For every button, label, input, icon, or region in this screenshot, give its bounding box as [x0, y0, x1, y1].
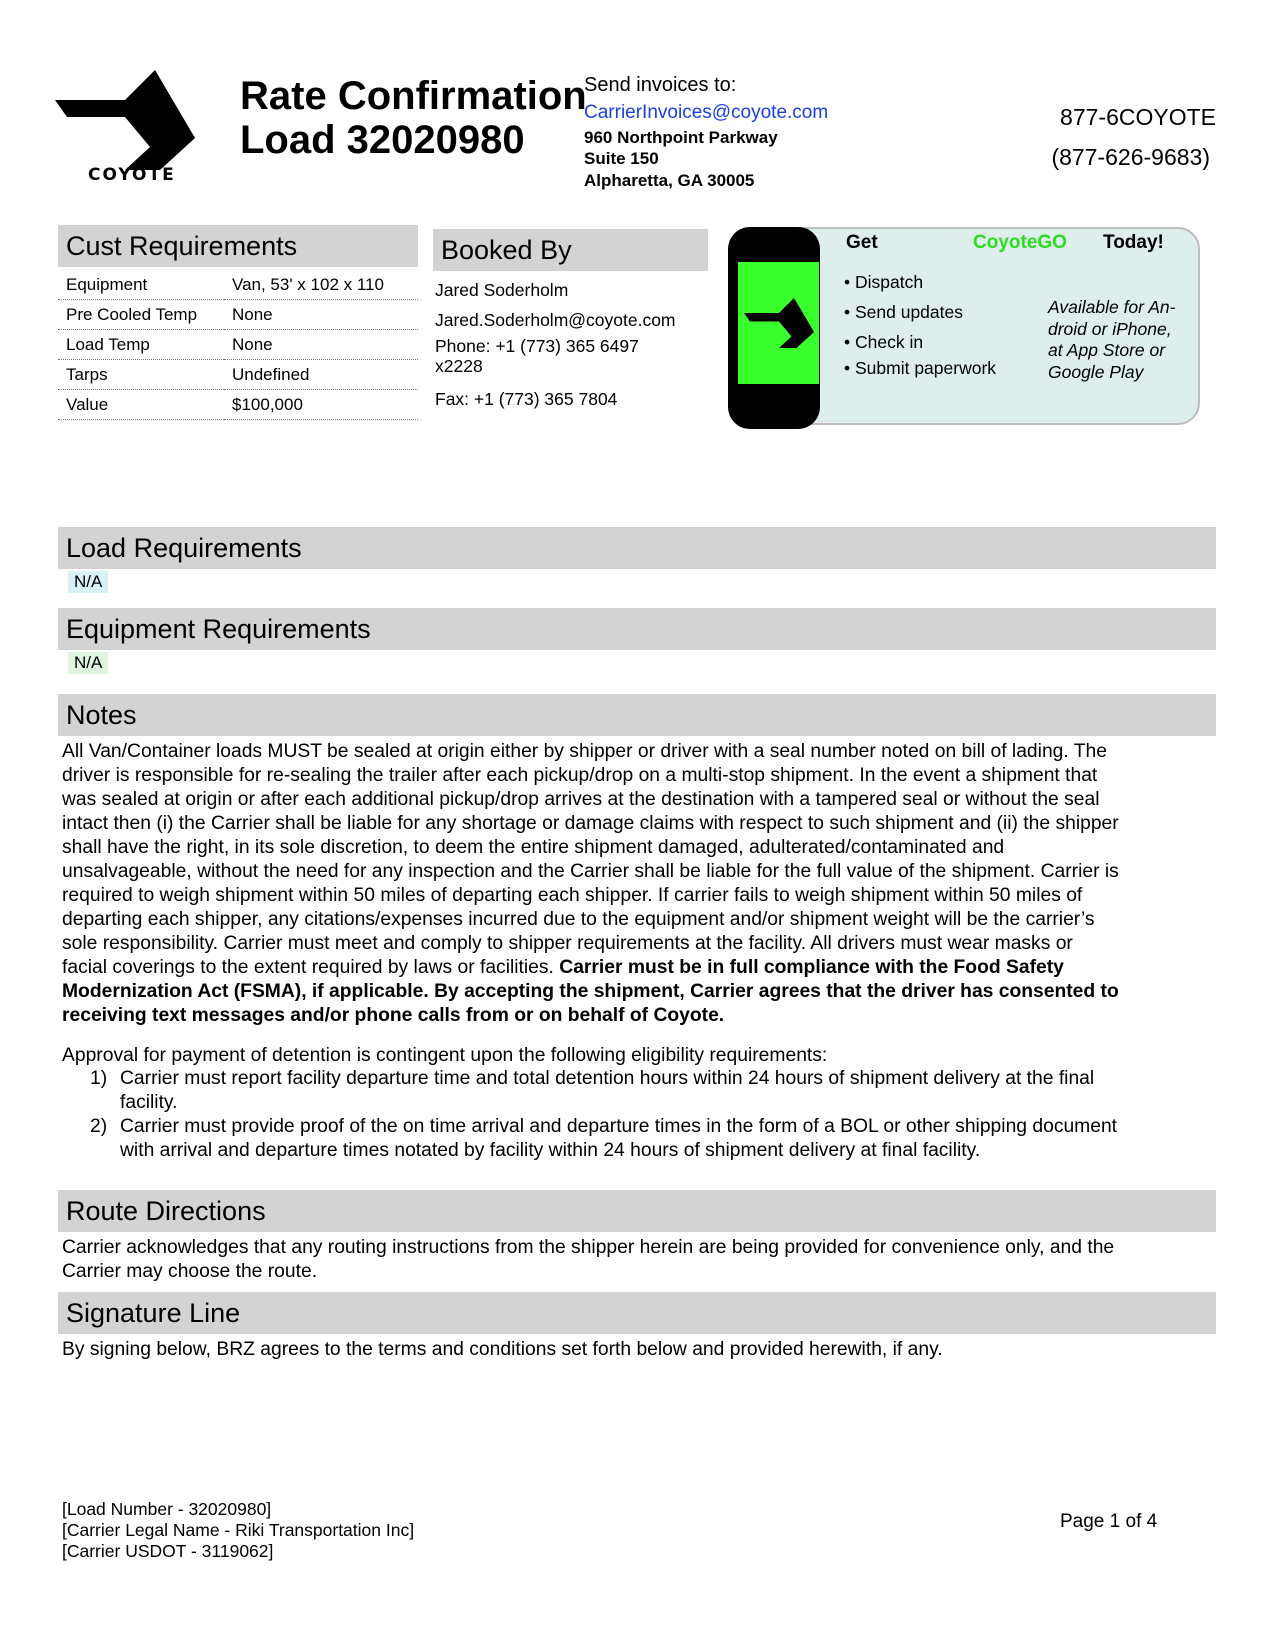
- route-directions-body: [62, 1236, 1218, 1284]
- promo-feature-item: • Check in: [844, 332, 924, 352]
- notes-line: unsalvageable, without the need for any inspection and the Carrier shall be liable for the full value of the shipment. Carrier is: [62, 861, 1119, 882]
- promo-brand-label: CoyoteGO: [973, 232, 1067, 253]
- row-value: None: [224, 300, 418, 330]
- notes-line: All Van/Container loads MUST be sealed at origin either by shipper or driver with a seal number noted on bill of lading. The: [62, 741, 1107, 762]
- detention-item-number: 2): [90, 1116, 108, 1137]
- footer-carrier-usdot: [Carrier USDOT - 3119062]: [62, 1541, 274, 1561]
- footer-load-number: [Load Number - 32020980]: [62, 1499, 272, 1519]
- detention-item-number: 1): [90, 1068, 108, 1089]
- row-label: Tarps: [58, 360, 224, 390]
- route-directions-header: Route Directions: [58, 1190, 1216, 1232]
- promo-feature-item: • Submit paperwork: [844, 358, 997, 378]
- booked-by-extension: x2228: [435, 356, 483, 376]
- invoice-address-line: Suite 150: [584, 149, 659, 168]
- notes-bold-line: Modernization Act (FSMA), if applicable. By accepting the shipment, Carrier agrees that the driver has consented to: [62, 981, 1119, 1002]
- row-value: $100,000: [224, 390, 418, 420]
- row-label: Value: [58, 390, 224, 420]
- logo-wordmark: COYOTE: [88, 165, 176, 185]
- promo-feature-item: • Dispatch: [844, 272, 924, 292]
- notes-line: intact then (i) the Carrier shall be liable for any shortage or damage claims with respect to such shipment and (ii) the shipper: [62, 813, 1119, 834]
- detention-item-text: Carrier must provide proof of the on time arrival and departure times in the form of a BOL or other shipping document: [120, 1116, 1118, 1137]
- notes-text: facial coverings to the extent required by laws or facilities.: [62, 957, 560, 978]
- promo-availability-text: [1048, 297, 1198, 383]
- availability-line: droid or iPhone,: [1048, 318, 1172, 339]
- notes-body: [62, 740, 1218, 1028]
- notes-bold-line: receiving text messages and/or phone calls from or on behalf of Coyote.: [62, 1005, 725, 1026]
- row-value: None: [224, 330, 418, 360]
- notes-line: departing each shipper, any citations/expenses incurred due to the equipment and/or shipment weight will be the carrier’s: [62, 909, 1095, 930]
- notes-line: shall have the right, in its sole discretion, to deem the entire shipment damaged, adulterated/contaminated and: [62, 837, 1005, 858]
- detention-item: [90, 1067, 1190, 1115]
- contact-phone-vanity: 877-6COYOTE: [1060, 104, 1216, 130]
- load-requirements-header: Load Requirements: [58, 527, 1216, 569]
- load-number-title: Load 32020980: [240, 118, 525, 162]
- invoice-label: Send invoices to:: [584, 74, 737, 96]
- route-line: Carrier may choose the route.: [62, 1261, 318, 1282]
- footer-carrier-name: [Carrier Legal Name - Riki Transportation Inc]: [62, 1520, 415, 1540]
- load-requirements-value: N/A: [68, 571, 108, 593]
- route-line: Carrier acknowledges that any routing instructions from the shipper herein are being provided for convenience only, and the: [62, 1237, 1115, 1258]
- row-label: Equipment: [58, 270, 224, 300]
- cust-requirements-table: [58, 270, 418, 420]
- equipment-requirements-value: N/A: [68, 652, 108, 674]
- row-value: Undefined: [224, 360, 418, 390]
- notes-line: required to weigh shipment within 50 miles of departing each shipper. If carrier fails to weigh shipment within 50 miles of: [62, 885, 1083, 906]
- invoice-address-line: 960 Northpoint Parkway: [584, 128, 778, 147]
- table-row: [58, 330, 418, 360]
- notes-line: driver is responsible for re-sealing the trailer after each pickup/drop on a multi-stop shipment. In the event a shipment that: [62, 765, 1098, 786]
- page-number: Page 1 of 4: [1060, 1511, 1158, 1532]
- signature-text: By signing below, BRZ agrees to the terms and conditions set forth below and provided herewith, if any.: [62, 1339, 943, 1360]
- table-row: [58, 390, 418, 420]
- table-row: [58, 300, 418, 330]
- promo-get-label: Get: [846, 232, 878, 253]
- availability-line: Available for An-: [1048, 297, 1176, 317]
- notes-line: [62, 956, 1218, 980]
- notes-header: Notes: [58, 694, 1216, 736]
- detention-item: [90, 1115, 1190, 1163]
- detention-item-text: Carrier must report facility departure time and total detention hours within 24 hours of shipment delivery at the final: [120, 1068, 1095, 1089]
- invoice-email-link[interactable]: CarrierInvoices@coyote.com: [584, 102, 829, 123]
- contact-phone-number: (877-626-9683): [1051, 144, 1210, 170]
- booked-by-name: Jared Soderholm: [435, 280, 569, 300]
- booked-by-phone: Phone: +1 (773) 365 6497: [435, 336, 639, 356]
- detention-item-text: with arrival and departure times notated by facility within 24 hours of shipment delivery at final facility.: [120, 1140, 981, 1161]
- equipment-requirements-header: Equipment Requirements: [58, 608, 1216, 650]
- cust-requirements-header: Cust Requirements: [58, 225, 418, 267]
- row-label: Load Temp: [58, 330, 224, 360]
- coyote-arrow-icon: [744, 298, 814, 348]
- invoice-address-line: Alpharetta, GA 30005: [584, 171, 755, 190]
- booked-by-header: Booked By: [433, 229, 708, 271]
- signature-line-header: Signature Line: [58, 1292, 1216, 1334]
- detention-item-text: facility.: [120, 1092, 178, 1113]
- notes-line: sole responsibility. Carrier must meet and comply to shipper requirements at the facility. All drivers must wear masks or: [62, 933, 1073, 954]
- availability-line: at App Store or: [1048, 340, 1166, 360]
- booked-by-email: Jared.Soderholm@coyote.com: [435, 310, 676, 330]
- booked-by-fax: Fax: +1 (773) 365 7804: [435, 389, 618, 409]
- table-row: [58, 360, 418, 390]
- row-value: Van, 53' x 102 x 110: [224, 270, 418, 300]
- promo-feature-item: • Send updates: [844, 302, 963, 322]
- row-label: Pre Cooled Temp: [58, 300, 224, 330]
- notes-bold-text: Carrier must be in full compliance with the Food Safety: [559, 957, 1064, 978]
- promo-today-label: Today!: [1103, 232, 1164, 253]
- notes-line: was sealed at origin or after each additional pickup/drop arrives at the destination with a tampered seal or without the seal: [62, 789, 1100, 810]
- availability-line: Google Play: [1048, 361, 1144, 382]
- table-row: [58, 270, 418, 300]
- detention-intro: Approval for payment of detention is contingent upon the following eligibility requirements:: [62, 1045, 828, 1066]
- page-title: Rate Confirmation: [240, 74, 587, 118]
